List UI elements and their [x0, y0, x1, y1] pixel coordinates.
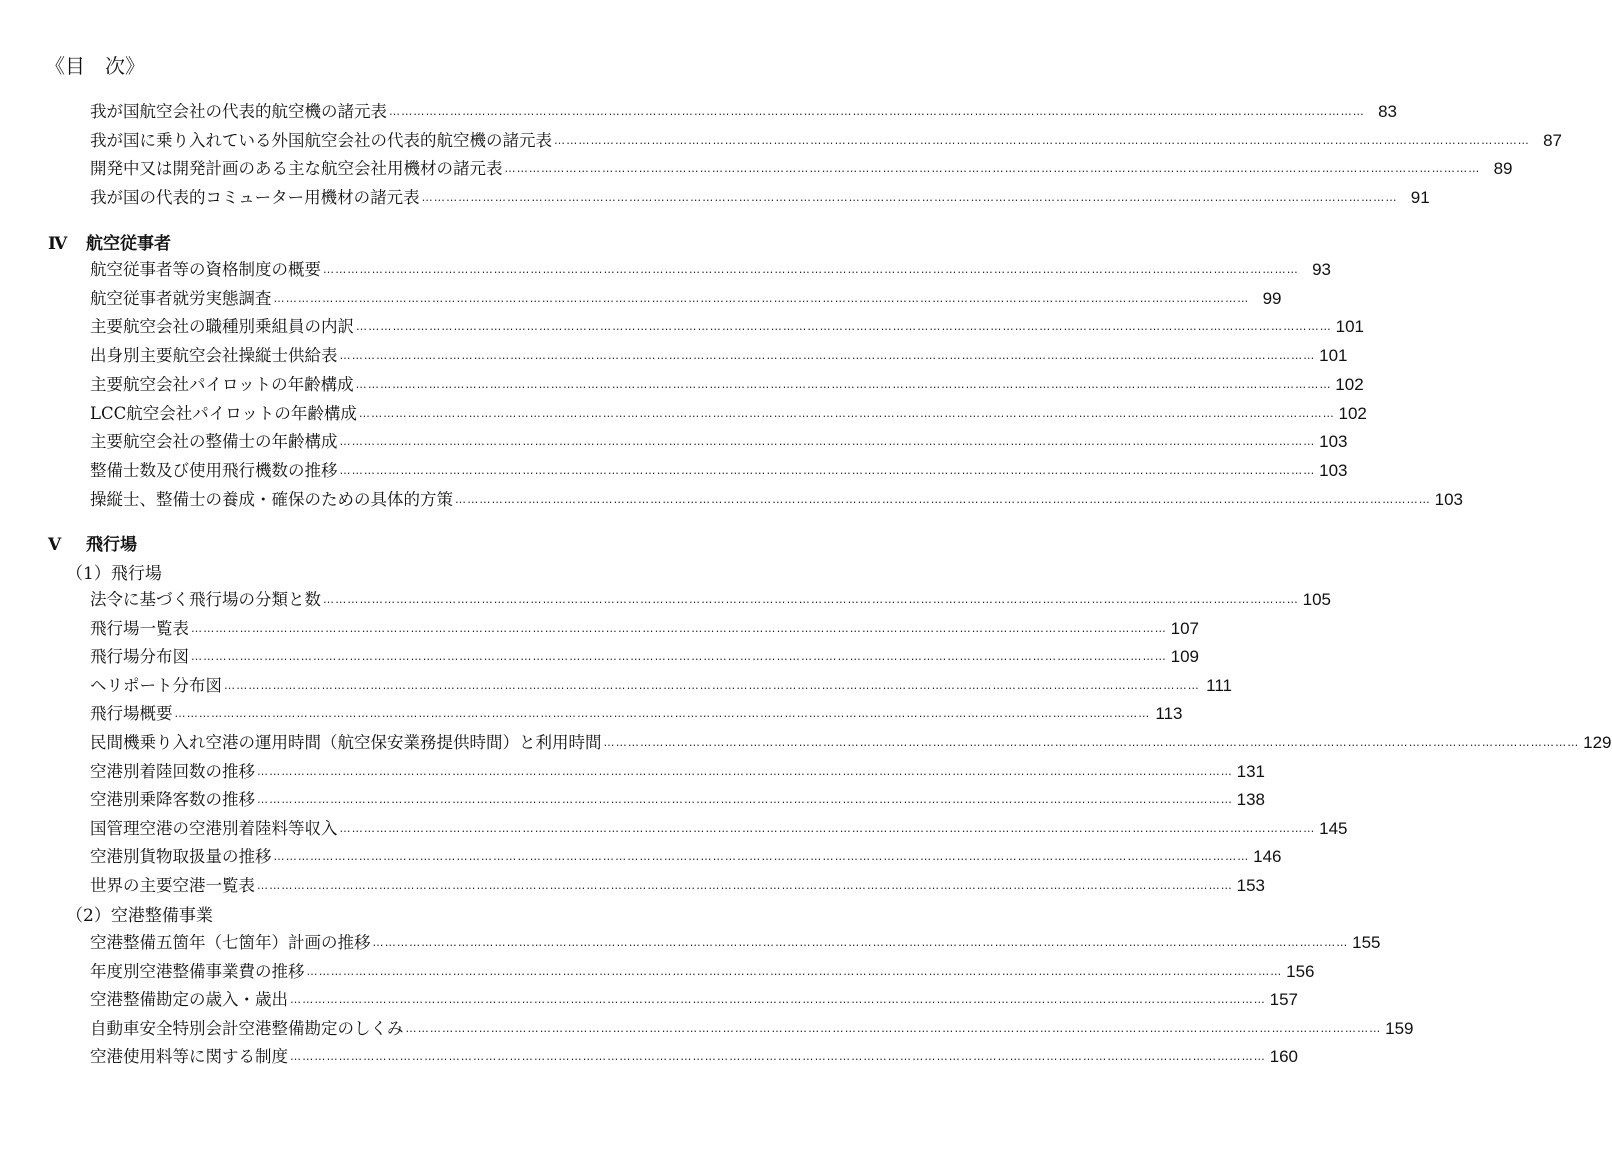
subsection-heading-1: （1）飛行場: [66, 564, 162, 584]
toc-leader-dots: ……………………………………………………………………………………………………………………………………………………………………………………………………………………: [323, 263, 1299, 276]
toc-entry-page: 103: [1319, 460, 1348, 480]
toc-leader-dots: ……………………………………………………………………………………………………………………………………………………………………………………………………………………: [339, 435, 1316, 449]
toc-entry-page: 83: [1378, 102, 1397, 121]
toc-entry-page: 109: [1170, 647, 1199, 667]
toc-leader-dots: ……………………………………………………………………………………………………………………………………………………………………………………………………………………: [257, 879, 1233, 892]
toc-entry[interactable]: [90, 987, 1298, 1013]
toc-entry[interactable]: [90, 185, 1430, 211]
toc-entry-label: 開発中又は開発計画のある主な航空会社用機材の諸元表: [90, 159, 503, 179]
toc-entry-page: 129: [1583, 733, 1612, 752]
toc-entry-label: 民間機乗り入れ空港の運用時間（航空保安業務提供時間）と利用時間: [90, 733, 602, 752]
toc-entry-page: 146: [1253, 847, 1282, 867]
toc-entry-page: 87: [1543, 130, 1562, 150]
toc-leader-dots: ……………………………………………………………………………………………………………………………………………………………………………………………………………………: [339, 463, 1316, 477]
toc-entry[interactable]: [90, 128, 1562, 154]
toc-title: 《目 次》: [45, 54, 145, 78]
toc-entry-label: 整備士数及び使用飛行機数の推移: [90, 460, 338, 480]
toc-leader-dots: ……………………………………………………………………………………………………………………………………………………………………………………………………………………: [191, 650, 1167, 664]
toc-entry-label: 空港別乗降客数の推移: [90, 790, 255, 810]
toc-entry[interactable]: [90, 787, 1265, 813]
toc-leader-dots: ……………………………………………………………………………………………………………………………………………………………………………………………………………………: [323, 593, 1299, 606]
toc-leader-dots: ……………………………………………………………………………………………………………………………………………………………………………………………………………………: [174, 707, 1151, 721]
toc-entry-page: 155: [1352, 933, 1381, 952]
toc-entry-label: 航空従事者等の資格制度の概要: [90, 260, 321, 279]
toc-entry-label: 空港別着陸回数の推移: [90, 761, 255, 781]
toc-entry[interactable]: [90, 487, 1463, 513]
toc-leader-dots: ……………………………………………………………………………………………………………………………………………………………………………………………………………………: [257, 764, 1233, 778]
toc-entry-label: ヘリポート分布図: [90, 675, 222, 695]
toc-entry[interactable]: [90, 314, 1364, 340]
toc-entry-page: 101: [1335, 317, 1364, 337]
toc-entry-page: 113: [1155, 704, 1183, 724]
toc-entry[interactable]: [90, 156, 1513, 182]
toc-entry[interactable]: [90, 844, 1282, 870]
toc-entry-page: 103: [1434, 489, 1463, 509]
toc-entry-label: 世界の主要空港一覧表: [90, 876, 255, 895]
subsection-heading-2: （2）空港整備事業: [66, 906, 213, 926]
toc-leader-dots: ……………………………………………………………………………………………………………………………………………………………………………………………………………………: [554, 133, 1530, 147]
toc-entry-label: 我が国に乗り入れている外国航空会社の代表的航空機の諸元表: [90, 130, 552, 150]
toc-entry-label: 空港整備勘定の歳入・歳出: [90, 990, 288, 1009]
toc-leader-dots: ……………………………………………………………………………………………………………………………………………………………………………………………………………………: [290, 993, 1266, 1006]
toc-entry-page: 101: [1319, 346, 1348, 366]
toc-entry-page: 156: [1286, 961, 1315, 981]
toc-entry-label: 空港使用料等に関する制度: [90, 1047, 288, 1066]
toc-entry-page: 159: [1385, 1018, 1414, 1038]
toc-entry[interactable]: [90, 401, 1367, 427]
toc-entry-label: LCC航空会社パイロットの年齢構成: [90, 403, 357, 423]
toc-entry-page: 160: [1269, 1047, 1298, 1066]
section-heading-v: [48, 533, 137, 557]
toc-entry-label: 我が国の代表的コミューター用機材の諸元表: [90, 188, 420, 208]
toc-entry-page: 99: [1262, 288, 1282, 308]
toc-entry-label: 主要航空会社パイロットの年齢構成: [90, 374, 354, 394]
toc-entry-page: 111: [1206, 675, 1232, 695]
toc-entry-page: 131: [1236, 761, 1265, 781]
section-title: 飛行場: [86, 535, 137, 555]
toc-entry[interactable]: [90, 257, 1331, 283]
toc-leader-dots: ……………………………………………………………………………………………………………………………………………………………………………………………………………………: [455, 492, 1431, 506]
toc-leader-dots: ……………………………………………………………………………………………………………………………………………………………………………………………………………………: [372, 936, 1349, 949]
toc-entry-label: 操縦士、整備士の養成・確保のための具体的方策: [90, 489, 453, 509]
toc-entry[interactable]: [90, 701, 1183, 727]
toc-leader-dots: ……………………………………………………………………………………………………………………………………………………………………………………………………………………: [603, 736, 1580, 749]
toc-entry-label: 飛行場一覧表: [90, 618, 189, 638]
toc-entry-page: 107: [1170, 618, 1199, 638]
toc-entry-label: 空港別貨物取扱量の推移: [90, 847, 272, 867]
toc-entry[interactable]: [90, 730, 1612, 756]
section-title: 航空従事者: [86, 234, 171, 254]
toc-leader-dots: ……………………………………………………………………………………………………………………………………………………………………………………………………………………: [306, 964, 1283, 978]
toc-entry[interactable]: [90, 343, 1348, 369]
toc-entry-label: 年度別空港整備事業費の推移: [90, 961, 305, 981]
toc-entry-page: 91: [1410, 188, 1430, 208]
toc-entry-page: 103: [1319, 432, 1348, 452]
toc-entry-label: 飛行場概要: [90, 704, 173, 724]
toc-leader-dots: ……………………………………………………………………………………………………………………………………………………………………………………………………………………: [389, 105, 1365, 118]
toc-entry-label: 主要航空会社の整備士の年齢構成: [90, 432, 338, 452]
section-number: Ⅳ: [48, 234, 68, 254]
toc-leader-dots: ……………………………………………………………………………………………………………………………………………………………………………………………………………………: [356, 320, 1332, 334]
toc-leader-dots: ……………………………………………………………………………………………………………………………………………………………………………………………………………………: [290, 1050, 1266, 1063]
toc-leader-dots: ……………………………………………………………………………………………………………………………………………………………………………………………………………………: [257, 793, 1233, 807]
toc-entry-label: 飛行場分布図: [90, 647, 189, 667]
toc-entry-label: 自動車安全特別会計空港整備勘定のしくみ: [90, 1018, 404, 1038]
toc-entry[interactable]: [90, 816, 1348, 842]
toc-entry[interactable]: [90, 759, 1265, 785]
section-number: Ⅴ: [48, 535, 62, 555]
toc-leader-dots: ……………………………………………………………………………………………………………………………………………………………………………………………………………………: [224, 678, 1200, 692]
toc-leader-dots: ……………………………………………………………………………………………………………………………………………………………………………………………………………………: [358, 406, 1335, 420]
toc-entry-page: 153: [1236, 876, 1265, 895]
toc-leader-dots: ……………………………………………………………………………………………………………………………………………………………………………………………………………………: [273, 291, 1250, 305]
toc-entry[interactable]: [90, 873, 1265, 899]
toc-leader-dots: ……………………………………………………………………………………………………………………………………………………………………………………………………………………: [355, 377, 1332, 391]
section-heading-iv: [48, 232, 171, 256]
toc-entry-label: 主要航空会社の職種別乗組員の内訳: [90, 317, 354, 337]
toc-entry-page: 93: [1312, 260, 1331, 279]
toc-entry-page: 102: [1338, 403, 1367, 423]
toc-entry[interactable]: [90, 616, 1199, 642]
toc-leader-dots: ……………………………………………………………………………………………………………………………………………………………………………………………………………………: [421, 191, 1398, 205]
toc-entry-page: 145: [1319, 818, 1348, 838]
toc-entry[interactable]: [90, 286, 1282, 312]
toc-leader-dots: ……………………………………………………………………………………………………………………………………………………………………………………………………………………: [504, 162, 1481, 176]
toc-leader-dots: ……………………………………………………………………………………………………………………………………………………………………………………………………………………: [339, 349, 1316, 363]
toc-entry-label: 空港整備五箇年（七箇年）計画の推移: [90, 933, 371, 952]
toc-entry-label: 我が国航空会社の代表的航空機の諸元表: [90, 102, 387, 121]
toc-entry[interactable]: [90, 959, 1315, 985]
toc-entry[interactable]: [90, 587, 1331, 613]
toc-leader-dots: ……………………………………………………………………………………………………………………………………………………………………………………………………………………: [273, 850, 1250, 864]
toc-leader-dots: ……………………………………………………………………………………………………………………………………………………………………………………………………………………: [191, 621, 1167, 635]
toc-leader-dots: ……………………………………………………………………………………………………………………………………………………………………………………………………………………: [405, 1021, 1382, 1035]
toc-entry-page: 157: [1269, 990, 1298, 1009]
toc-entry-page: 89: [1493, 159, 1513, 179]
toc-entry-label: 国管理空港の空港別着陸料等収入: [90, 818, 338, 838]
toc-entry[interactable]: [90, 1044, 1298, 1070]
toc-entry[interactable]: [90, 458, 1348, 484]
toc-entry-page: 105: [1302, 590, 1331, 609]
toc-entry[interactable]: [90, 644, 1199, 670]
toc-entry-label: 航空従事者就労実態調査: [90, 288, 272, 308]
toc-entry[interactable]: [90, 99, 1397, 125]
toc-entry-page: 102: [1335, 374, 1364, 394]
toc-entry[interactable]: [90, 1016, 1414, 1042]
toc-leader-dots: ……………………………………………………………………………………………………………………………………………………………………………………………………………………: [339, 821, 1316, 835]
toc-entry-label: 法令に基づく飛行場の分類と数: [90, 590, 321, 609]
toc-entry[interactable]: [90, 930, 1381, 956]
toc-entry[interactable]: [90, 429, 1348, 455]
toc-entry-page: 138: [1236, 790, 1265, 810]
toc-entry[interactable]: [90, 673, 1232, 699]
toc-entry-label: 出身別主要航空会社操縦士供給表: [90, 346, 338, 366]
toc-entry[interactable]: [90, 372, 1364, 398]
